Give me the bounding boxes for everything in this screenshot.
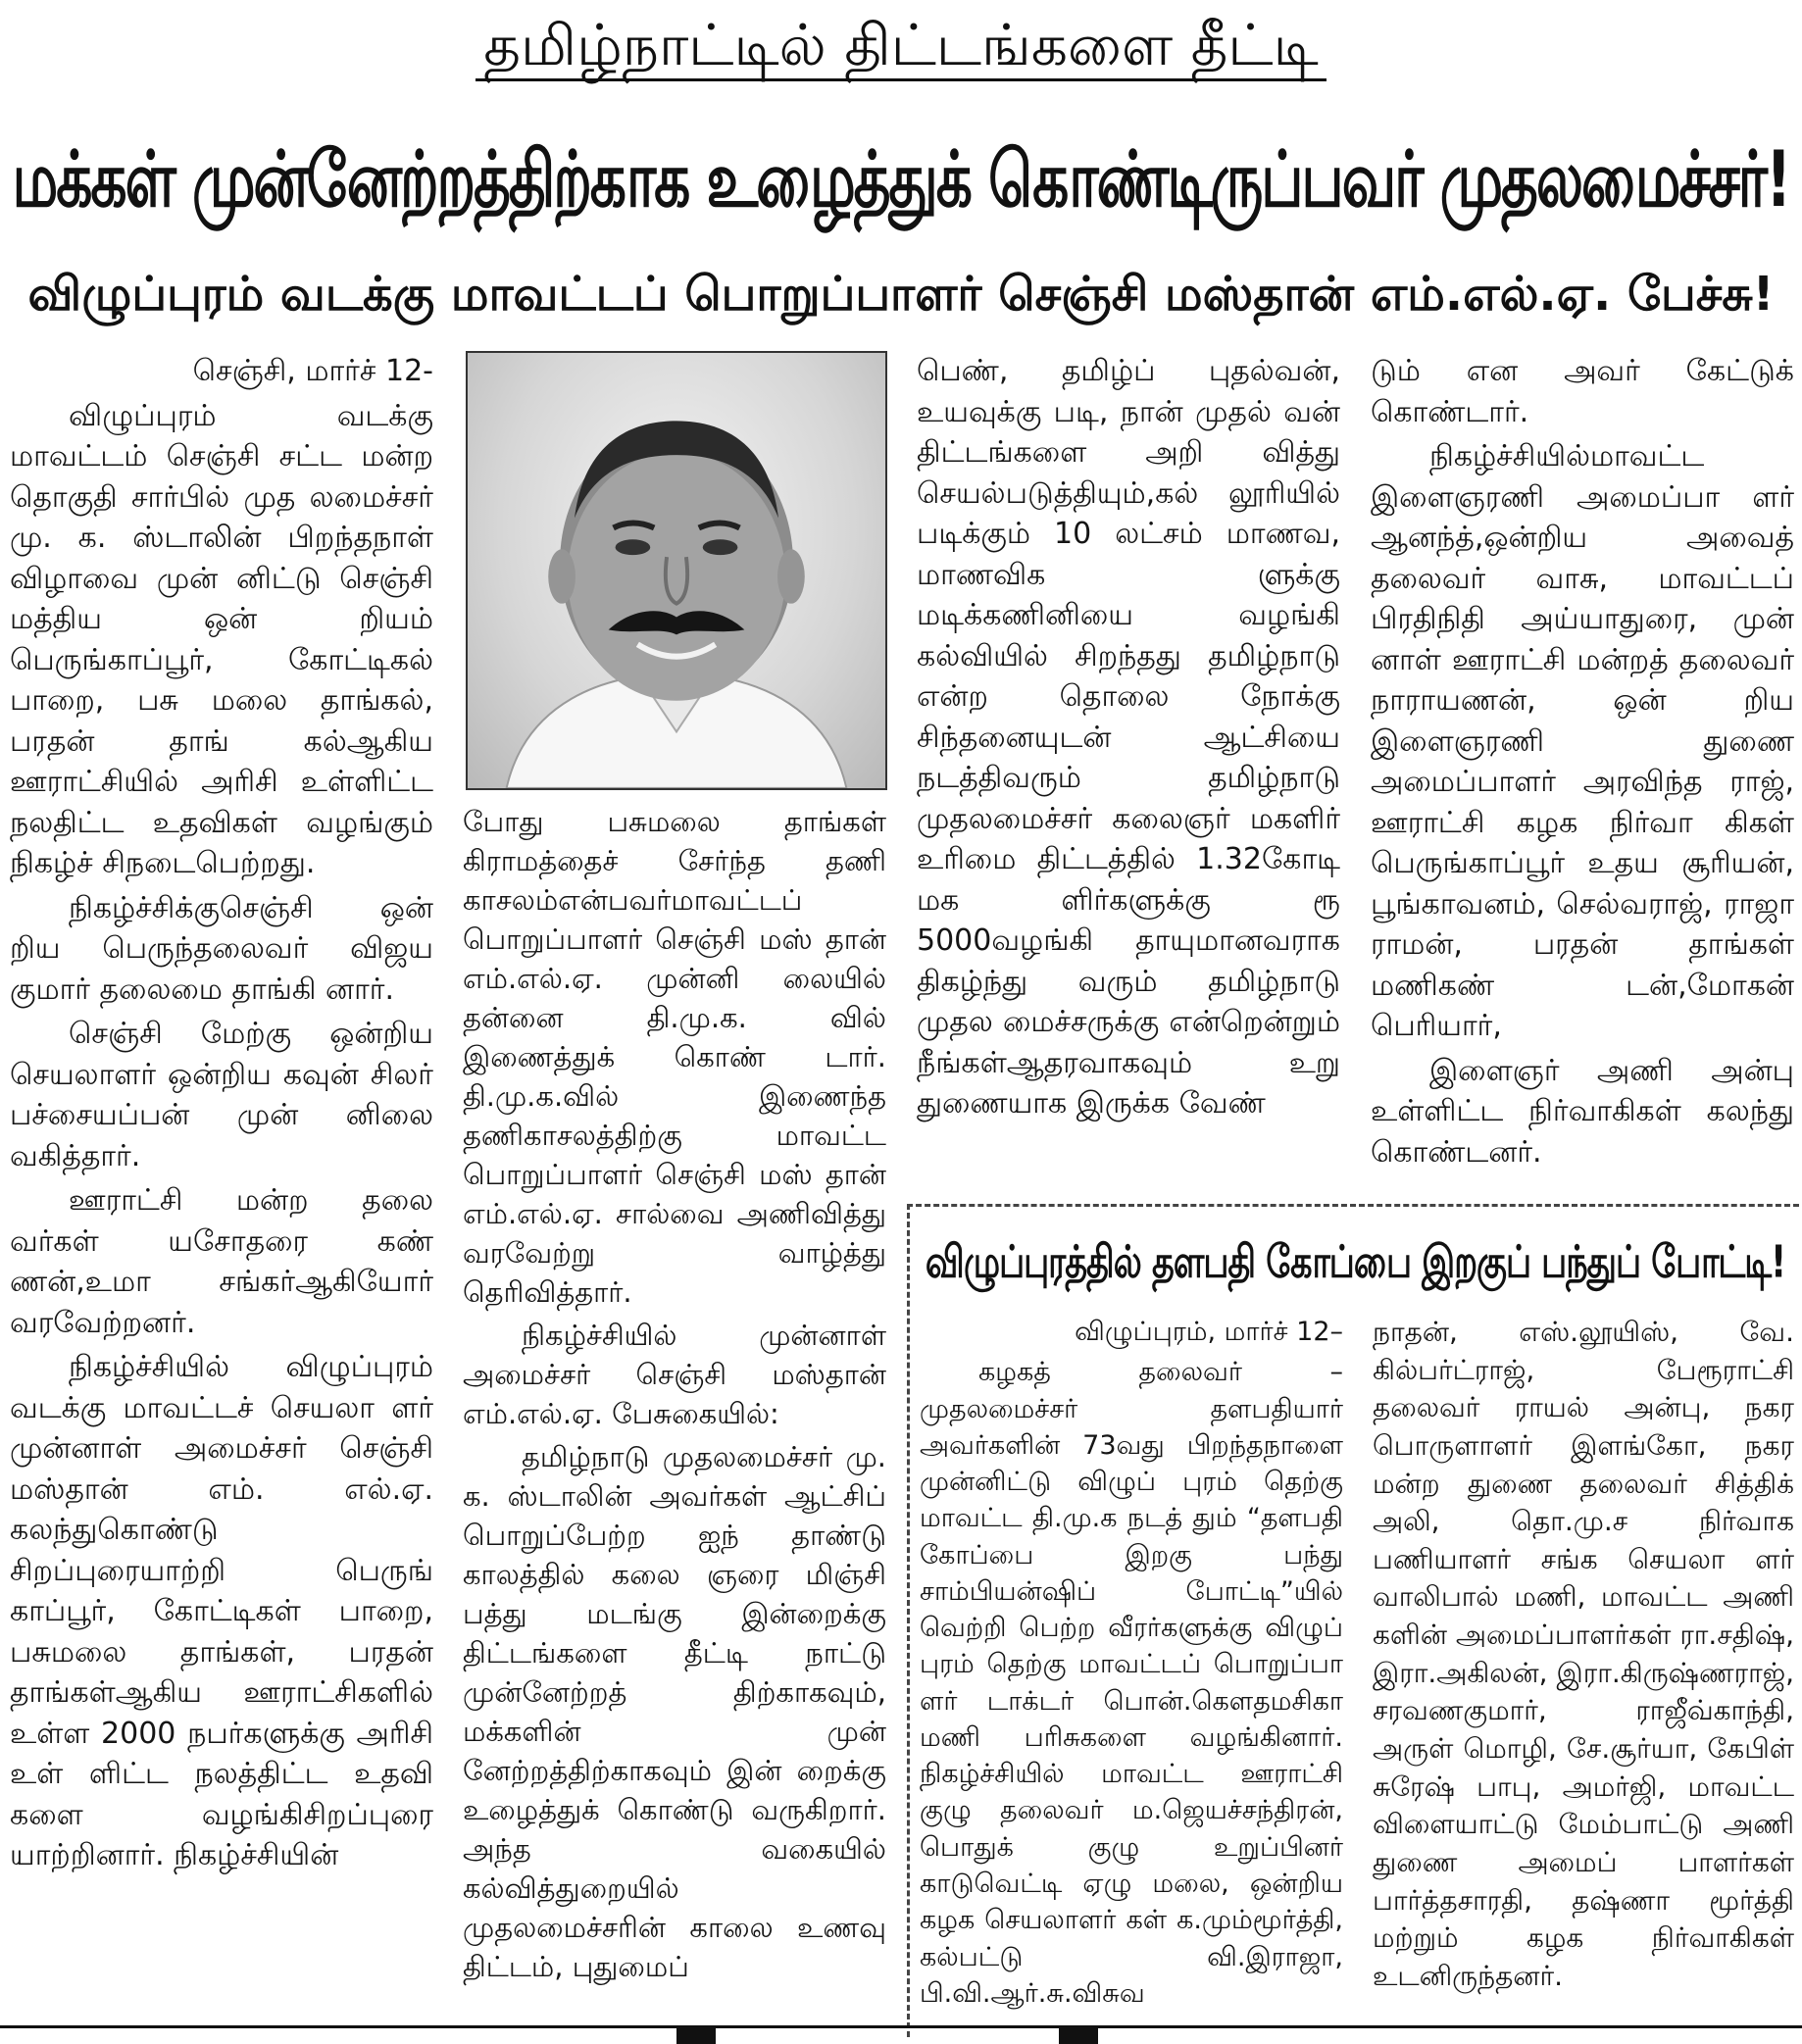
- paragraph: பெண், தமிழ்ப் புதல்வன், உயவுக்கு படி, நான் முதல் வன் திட்டங்களை அறி வித்து செயல்படுத்தியும்,கல் லூரியில் படிக்கும் 10 லட்சம் மாணவ, மாணவிக ளுக்கு மடிக்கணினியை வழங்கி கல்வியில் சிறந்தது தமிழ்நாடு என்ற தொலை நோக்கு சிந்தனையுடன் ஆட்சியை நடத்திவரும் தமிழ்நாடு முதலமைச்சர் கலைஞர் மகளிர் உரிமை திட்டத்தில் 1.32கோடி மக ளிர்களுக்கு ரூ 5000வழங்கி தாயுமானவராக திகழ்ந்து வரும் தமிழ்நாடு முதல மைச்சருக்கு என்றென்றும் நீங்கள்ஆதரவாகவும் உறு துணையாக இருக்க வேண்: [917, 354, 1340, 1121]
- article2-column-2: [1373, 1314, 1794, 2019]
- kicker-text: தமிழ்நாட்டில் திட்டங்களை தீட்டி: [476, 12, 1326, 81]
- rule-marker: [676, 2028, 716, 2044]
- portrait-photo: [466, 351, 887, 790]
- kicker-heading: [0, 6, 1802, 84]
- paragraph: நாதன், எஸ்.லூயிஸ், வே. கில்பர்ட்ராஜ், பேரூராட்சி தலைவர் ராயல் அன்பு, நகர பொருளாளர் இளங்கோ, நகர மன்ற துணை தலைவர் சித்திக் அலி, தொ.மு.ச நிர்வாக பணியாளர் சங்க செயலா ளர் வாலிபால் மணி, மாவட்ட அணி களின் அமைப்பாளர்கள் ரா.சதிஷ், இரா.அகிலன், இரா.கிருஷ்ணராஜ், சரவணகுமார், ராஜீவ்காந்தி, அருள் மொழி, சே.சூர்யா, கேபிள் சுரேஷ் பாபு, அமர்ஜி, மாவட்ட விளையாட்டு மேம்பாட்டு அணி துணை அமைப் பாளர்கள் பார்த்தசாரதி, தஷ்ணா மூர்த்தி மற்றும் கழக நிர்வாகிகள் உடனிருந்தனர்.: [1373, 1316, 1795, 1992]
- paragraph: செஞ்சி மேற்கு ஒன்றிய செயலாளர் ஒன்றிய கவுன் சிலர் பச்சையப்பன் முன் னிலை வகித்தார்.: [10, 1017, 433, 1173]
- paragraph: தமிழ்நாடு முதலமைச்சர் மு. க. ஸ்டாலின் அவர்கள் ஆட்சிப் பொறுப்பேற்ற ஐந் தாண்டு காலத்தில் கலை ஞரை மிஞ்சி பத்து மடங்கு இன்றைக்கு திட்டங்களை தீட்டி நாட்டு முன்னேற்றத் திற்காகவும், மக்களின் முன் னேற்றத்திற்காகவும் இன் றைக்கு உழைத்துக் கொண்டு வருகிறார். அந்த வகையில் கல்வித்துறையில் முதலமைச்சரின் காலை உணவு திட்டம், புதுமைப்: [463, 1440, 886, 1984]
- paragraph: டும் என அவர் கேட்டுக் கொண்டார்.: [1371, 354, 1794, 429]
- paragraph: நிகழ்ச்சியில்மாவட்ட இளைஞரணி அமைப்பா ளர் ஆனந்த்,ஒன்றிய அவைத் தலைவர் வாசு, மாவட்டப் பிரதிநிதி அய்யாதுரை, முன் னாள் ஊராட்சி மன்றத் தலைவர் நாராயணன், ஒன் றிய இளைஞரணி துணை அமைப்பாளர் அரவிந்த ராஜ், ஊராட்சி கழக நிர்வா கிகள் பெருங்காப்பூர் உதய சூரியன், பூங்காவனம், செல்வராஜ், ராஜா ராமன், பரதன் தாங்கள் மணிகண் டன்,மோகன் பெரியார்,: [1371, 439, 1794, 1043]
- paragraph: விழுப்புரம் வடக்கு மாவட்டம் செஞ்சி சட்ட மன்ற தொகுதி சார்பில் முத லமைச்சர் மு. க. ஸ்டாலின் பிறந்தநாள் விழாவை முன் னிட்டு செஞ்சி மத்திய ஒன் றியம் பெருங்காப்பூர், கோட்டிகல் பாறை, பசு மலை தாங்கல், பரதன் தாங் கல்ஆகிய ஊராட்சியில் அரிசி உள்ளிட்ட நலதிட்ட உதவிகள் வழங்கும் நிகழ்ச் சிநடைபெற்றது.: [10, 398, 433, 880]
- main-headline: மக்கள் முன்னேற்றத்திற்காக உழைத்துக் கொண்டிருப்பவர் முதலமைச்சர்!: [12, 134, 1790, 224]
- paragraph: கழகத் தலைவர் – முதலமைச்சர் தளபதியார் அவர்களின் 73வது பிறந்தநாளை முன்னிட்டு விழுப் புரம் தெற்கு மாவட்ட தி.மு.க நடத் தும் “தளபதி கோப்பை இறகு பந்து சாம்பியன்ஷிப் போட்டி”யில் வெற்றி பெற்ற வீரர்களுக்கு விழுப் புரம் தெற்கு மாவட்டப் பொறுப்பா ளர் டாக்டர் பொன்.கௌதமசிகா மணி பரிசுகளை வழங்கினார். நிகழ்ச்சியில் மாவட்ட ஊராட்சி குழு தலைவர் ம.ஜெயச்சந்திரன், பொதுக் குழு உறுப்பினர் காடுவெட்டி ஏழு மலை, ஒன்றிய கழக செயலாளர் கள் க.மும்மூர்த்தி, கல்பட்டு வி.இராஜா, பி.வி.ஆர்.சு.விசுவ: [920, 1357, 1343, 2009]
- article1-column-2: [463, 802, 886, 2018]
- paragraph: நிகழ்ச்சிக்குசெஞ்சி ஒன் றிய பெருந்தலைவர் விஜய குமார் தலைமை தாங்கி னார்.: [10, 890, 433, 1007]
- paragraph: ஊராட்சி மன்ற தலை வர்கள் யசோதரை கண் ணன்,உமா சங்கர்ஆகியோர் வரவேற்றனர்.: [10, 1183, 433, 1340]
- article1-column-3: [917, 351, 1340, 1174]
- paragraph: நிகழ்ச்சியில் முன்னாள் அமைச்சர் செஞ்சி மஸ்தான் எம்.எல்.ஏ. பேசுகையில்:: [463, 1319, 886, 1431]
- article1-column-4: [1371, 351, 1794, 1174]
- article1-column-1: [10, 351, 433, 2018]
- article2-column-1: [920, 1314, 1343, 2019]
- sub-headline: விழுப்புரம் வடக்கு மாவட்டப் பொறுப்பாளர் செஞ்சி மஸ்தான் எம்.எல்.ஏ. பேச்சு!: [27, 267, 1775, 322]
- paragraph: இளைஞர் அணி அன்பு உள்ளிட்ட நிர்வாகிகள் கலந்து கொண்டனர்.: [1371, 1053, 1794, 1170]
- dateline: விழுப்புரம், மார்ச் 12–: [1075, 1317, 1343, 1347]
- rule-marker: [1059, 2028, 1098, 2044]
- portrait-illustration: [468, 353, 885, 788]
- dateline: செஞ்சி, மார்ச் 12-: [192, 354, 433, 388]
- paragraph: நிகழ்ச்சியில் விழுப்புரம் வடக்கு மாவட்டச் செயலா ளர் முன்னாள் அமைச்சர் செஞ்சி மஸ்தான் எம். எல்.ஏ. கலந்துகொண்டு சிறப்புரையாற்றி பெருங் காப்பூர், கோட்டிகள் பாறை, பசுமலை தாங்கள், பரதன் தாங்கள்ஆகிய ஊராட்சிகளில் உள்ள 2000 நபர்களுக்கு அரிசி உள் ளிட்ட நலத்திட்ட உதவி களை வழங்கிசிறப்புரை யாற்றினார். நிகழ்ச்சியின்: [10, 1350, 433, 1872]
- article2-headline: விழுப்புரத்தில் தளபதி கோப்பை இறகுப் பந்துப் போட்டி!: [925, 1237, 1786, 1288]
- paragraph: போது பசுமலை தாங்கள் கிராமத்தைச் சேர்ந்த தணி காசலம்என்பவர்மாவட்டப் பொறுப்பாளர் செஞ்சி மஸ் தான் எம்.எல்.ஏ. முன்னி லையில் தன்னை தி.மு.க. வில் இணைத்துக் கொண் டார். தி.மு.க.வில் இணைந்த தணிகாசலத்திற்கு மாவட்ட பொறுப்பாளர் செஞ்சி மஸ் தான் எம்.எல்.ஏ. சால்வை அணிவித்து வரவேற்று வாழ்த்து தெரிவித்தார்.: [463, 805, 886, 1310]
- bottom-rule: [0, 2025, 1802, 2041]
